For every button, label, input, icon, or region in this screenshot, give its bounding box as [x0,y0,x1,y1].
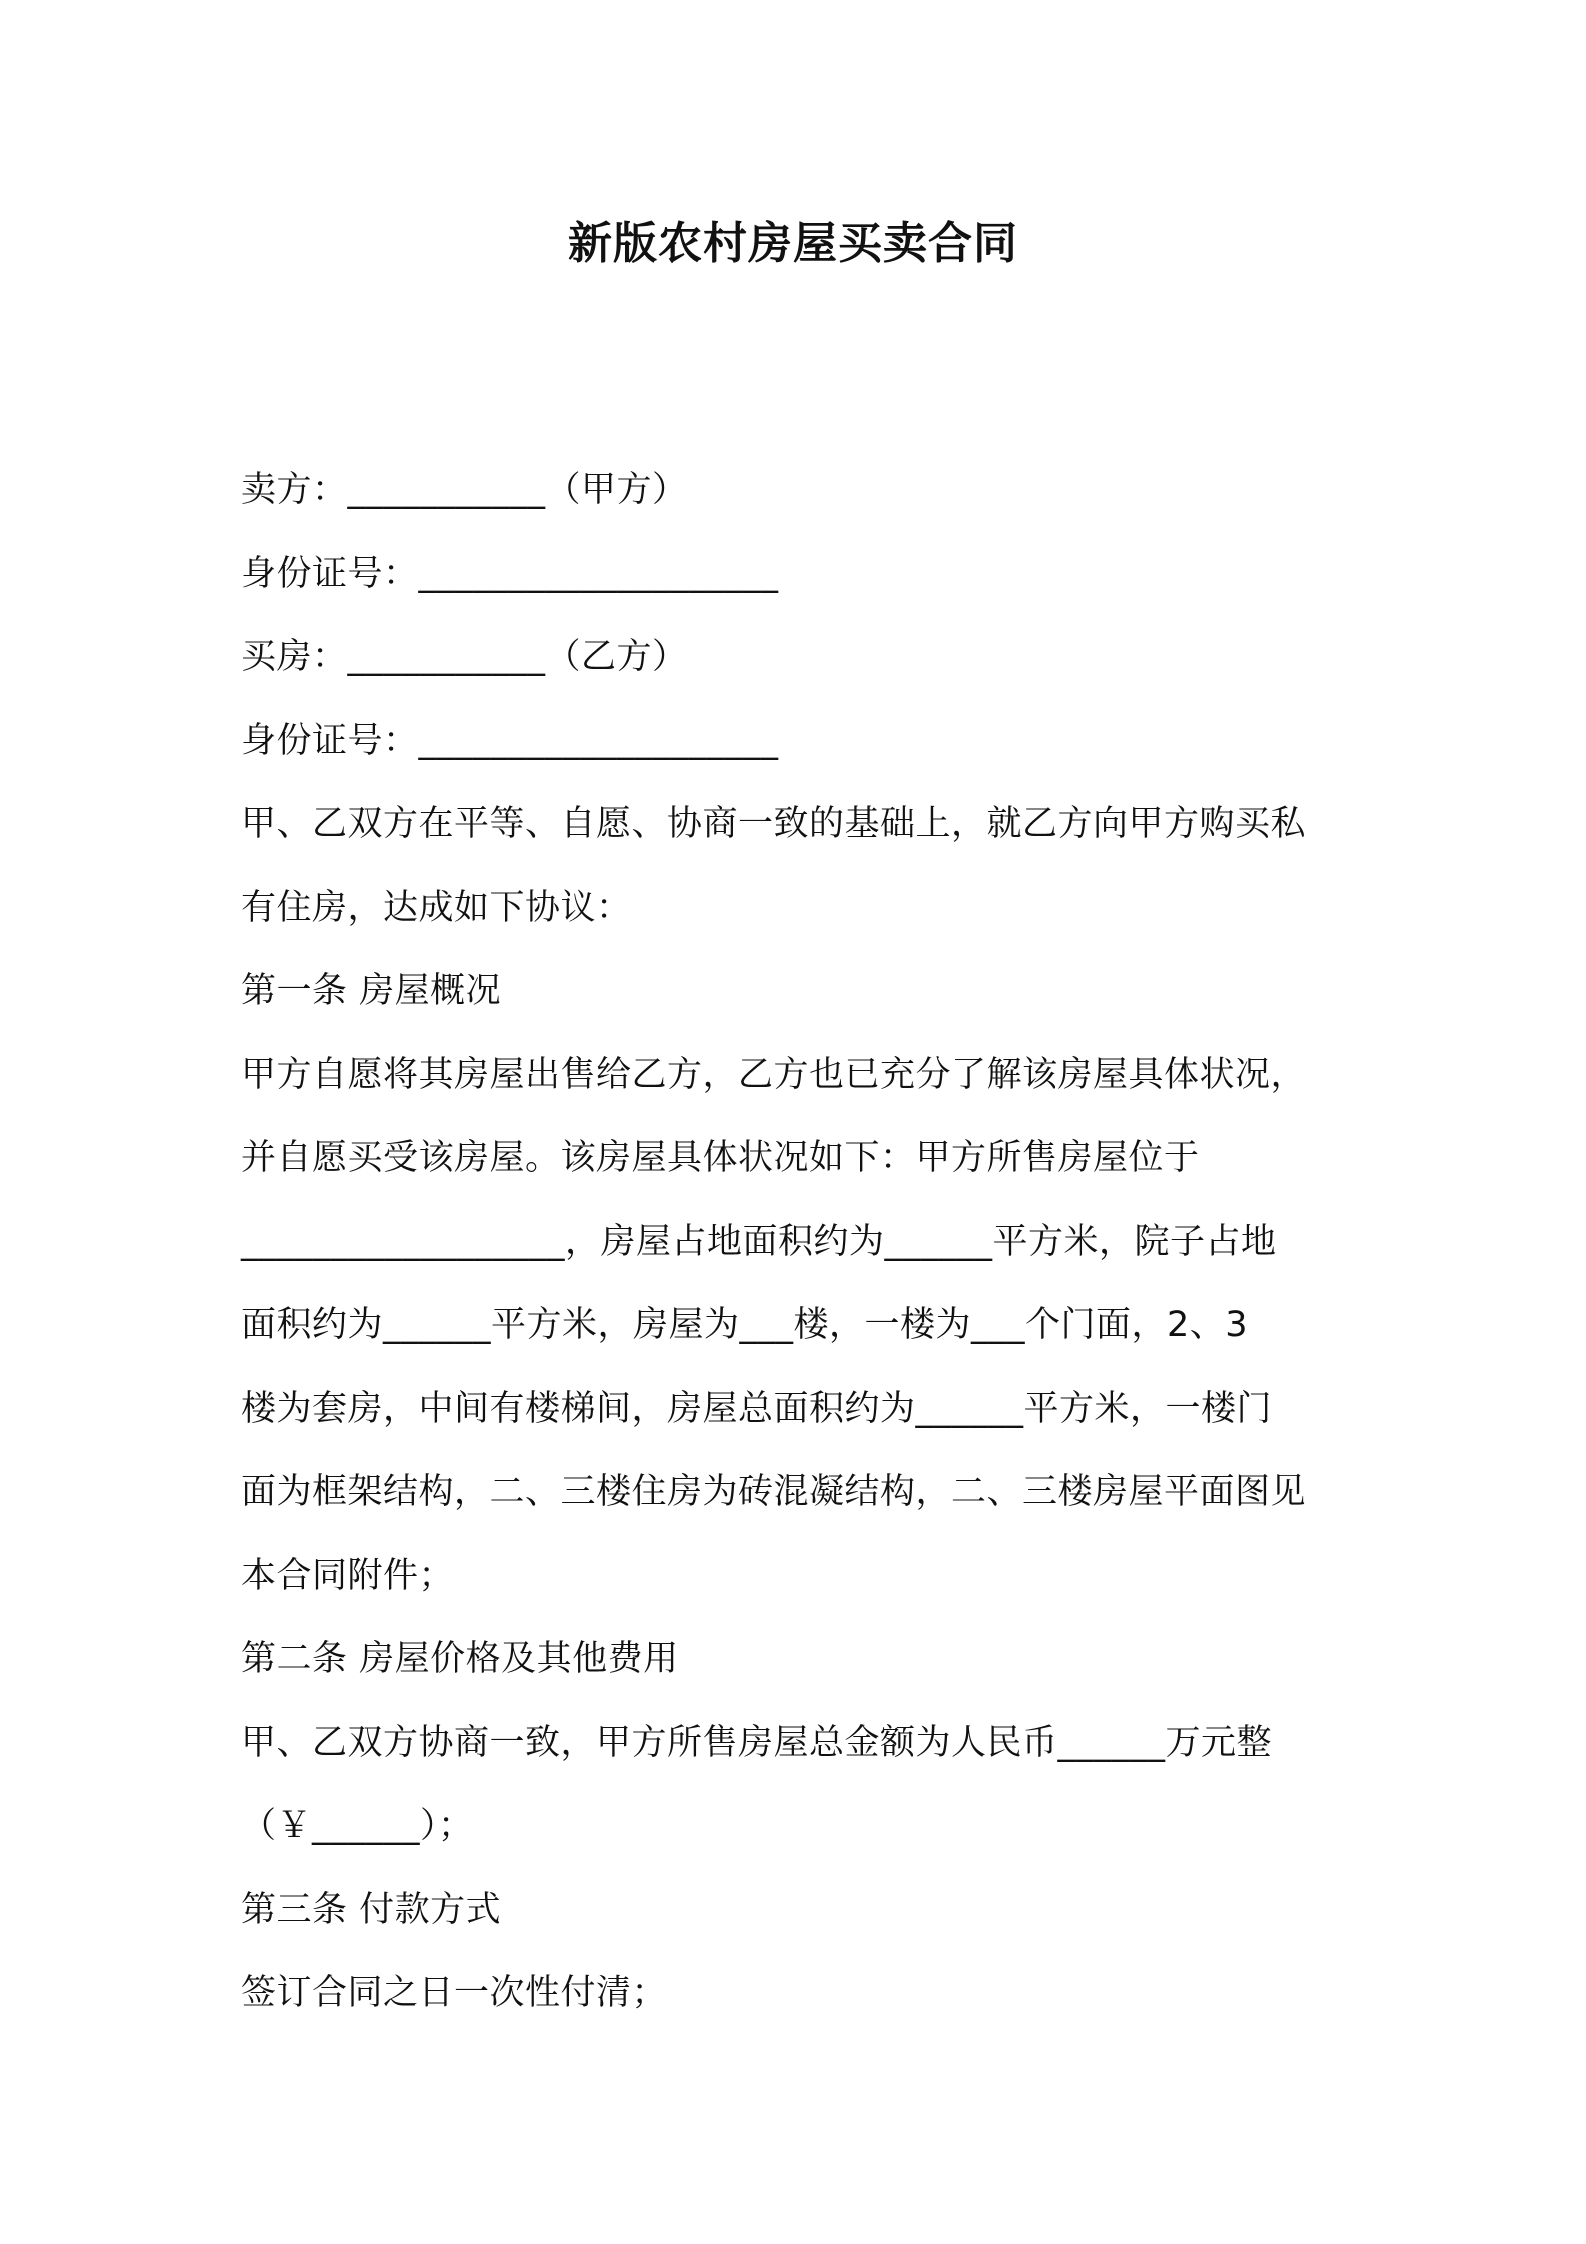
article-1-line-1: 甲方自愿将其房屋出售给乙方，乙方也已充分了解该房屋具体状况， [241,1054,1307,1095]
article-1-line-3: __________________，房屋占地面积约为______平方米，院子占地 [241,1221,1277,1262]
article-1-line-2: 并自愿买受该房屋。该房屋具体状况如下：甲方所售房屋位于 [241,1138,1200,1178]
seller-id-line: 身份证号：____________________ [241,553,779,594]
buyer-id-line: 身份证号：____________________ [241,720,779,761]
article-2-line-1: 甲、乙双方协商一致，甲方所售房屋总金额为人民币______万元整 [241,1722,1273,1763]
preamble-line-1: 甲、乙双方在平等、自愿、协商一致的基础上，就乙方向甲方购买私 [241,804,1307,844]
article-2-heading: 第二条 房屋价格及其他费用 [241,1639,679,1679]
article-1-line-4: 面积约为______平方米，房屋为___楼，一楼为___个门面，2、3 [241,1305,1249,1345]
buyer-line: 买房：___________（乙方） [241,637,688,677]
article-2-line-2: （￥______）； [241,1806,474,1846]
article-3-heading: 第三条 付款方式 [241,1889,502,1930]
article-1-line-5: 楼为套房，中间有楼梯间，房屋总面积约为______平方米，一楼门 [241,1388,1273,1429]
article-1-line-7: 本合同附件； [241,1555,455,1596]
preamble-line-2: 有住房，达成如下协议： [241,887,632,928]
article-3-line-1: 签订合同之日一次性付清； [241,1973,668,2013]
seller-line: 卖方：___________（甲方） [241,470,688,510]
article-1-line-6: 面为框架结构，二、三楼住房为砖混凝结构，二、三楼房屋平面图见 [241,1472,1307,1512]
document-title: 新版农村房屋买卖合同 [568,218,1018,269]
document-body [241,449,1361,2036]
article-1-heading: 第一条 房屋概况 [241,971,502,1011]
